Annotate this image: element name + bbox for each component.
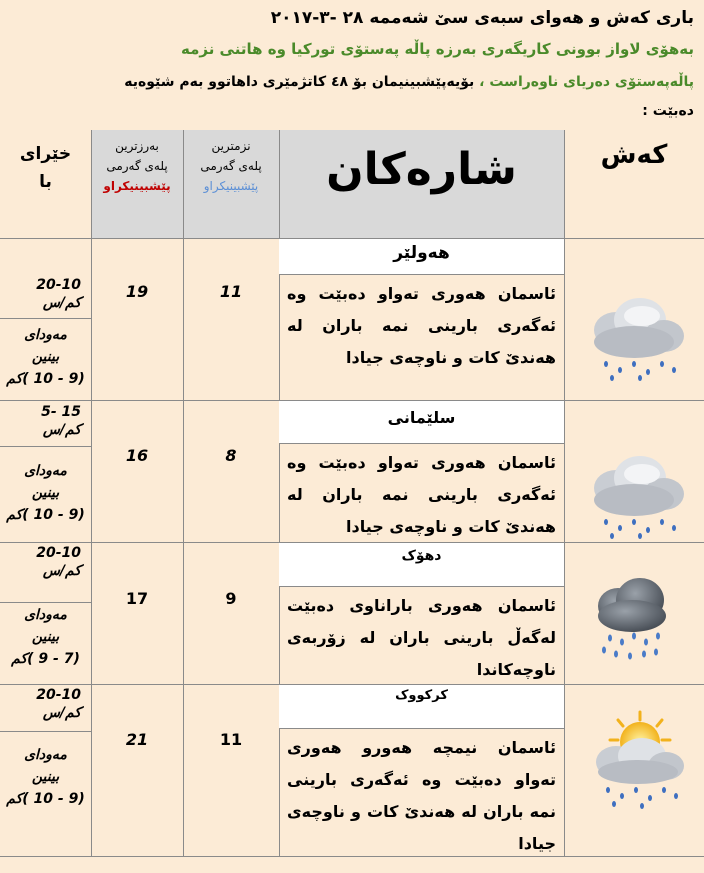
wind-speed-value: 15 -5 bbox=[41, 404, 81, 420]
max-temp-value: 19 bbox=[125, 282, 149, 301]
city-name: دهۆک bbox=[401, 548, 442, 564]
subtitle-line-3 bbox=[10, 74, 694, 90]
city-name: سلێمانی bbox=[387, 408, 456, 427]
min-temp-value: 8 bbox=[225, 446, 237, 465]
wind-speed bbox=[0, 544, 91, 580]
max-header-line-3: پێشبینیکراو bbox=[103, 179, 171, 193]
city-name: هەولێر bbox=[393, 243, 450, 263]
subtitle: بەهۆی لاواز بوونی کاریگەری بەرزە پاڵە پەستۆی تورکیا وە هاتنی نزمە bbox=[180, 40, 694, 58]
visibility-value: (7 - 9 )کم bbox=[11, 651, 80, 667]
max-temp-value: 17 bbox=[125, 589, 149, 608]
visibility-label-2: بینین bbox=[31, 769, 60, 785]
grid-line bbox=[0, 446, 91, 447]
wind-speed-unit: کم/س bbox=[42, 705, 81, 721]
min-header-line-1: نزمترین bbox=[211, 139, 251, 153]
wind-speed bbox=[0, 686, 91, 722]
subtitle-line-3-black: بۆیەپێشبینیمان بۆ ٤٨ کاتژمێری داهاتوو بەم شێوەیە bbox=[124, 74, 475, 90]
visibility-label: مەودای bbox=[24, 463, 67, 479]
grid-line bbox=[279, 274, 564, 275]
wind-speed bbox=[0, 403, 91, 439]
max-header-line-2: پلەی گەرمی bbox=[106, 159, 168, 173]
min-header-line-3: پێشبینیکراو bbox=[203, 179, 259, 193]
weather-column-header: کەش bbox=[600, 140, 668, 170]
max-header-line-1: بەرزترین bbox=[115, 139, 159, 153]
visibility-label-2: بینین bbox=[31, 485, 60, 501]
min-temp-value: 11 bbox=[219, 730, 243, 749]
grid-line bbox=[279, 728, 564, 729]
wind-speed-value: 20-10 bbox=[36, 687, 81, 703]
grid-line bbox=[279, 443, 564, 444]
min-temp-value: 9 bbox=[225, 589, 237, 608]
wind-header-line-2: با bbox=[39, 172, 52, 192]
wind-speed-value: 20-10 bbox=[36, 545, 81, 561]
wind-speed-unit: کم/س bbox=[42, 295, 81, 311]
visibility bbox=[0, 324, 91, 390]
cloud-drizzle-icon bbox=[582, 290, 690, 382]
wind-speed-value: 20-10 bbox=[36, 277, 81, 293]
visibility-label-2: بینین bbox=[31, 629, 60, 645]
grid-line bbox=[0, 318, 91, 319]
wind-column-header bbox=[0, 140, 91, 200]
subtitle-line-4: دەبێت : bbox=[642, 103, 694, 119]
wind-speed-unit: کم/س bbox=[42, 422, 81, 438]
min-temp-column-header bbox=[183, 136, 279, 216]
visibility-value: (9 - 10 )کم bbox=[6, 371, 85, 387]
visibility-label-2: بینین bbox=[31, 349, 60, 365]
visibility bbox=[0, 744, 91, 810]
cloud-drizzle-icon bbox=[582, 448, 690, 540]
forecast-table bbox=[0, 130, 704, 856]
sun-cloud-rain-icon bbox=[582, 710, 692, 810]
visibility-label: مەودای bbox=[24, 747, 67, 763]
min-temp-value: 11 bbox=[219, 282, 243, 301]
max-temp-column-header bbox=[91, 136, 183, 216]
wind-header-line-1: خێرای bbox=[19, 144, 72, 164]
visibility bbox=[0, 460, 91, 526]
visibility-value: (9 - 10 )کم bbox=[6, 791, 85, 807]
grid-line bbox=[0, 602, 91, 603]
cities-column-header: شارەکان bbox=[326, 144, 517, 195]
max-temp-value: 21 bbox=[125, 730, 149, 749]
visibility-label: مەودای bbox=[24, 607, 67, 623]
page-title: باری کەش و هەوای سبەی سێ شەممە ٢٨ -٣-٢٠١٧ bbox=[270, 8, 694, 28]
subtitle-line-3-green: پاڵەپەستۆی دەریای ناوەراست ، bbox=[479, 74, 694, 90]
rain-cloud-icon bbox=[588, 570, 678, 662]
max-temp-value: 16 bbox=[125, 446, 149, 465]
wind-speed bbox=[0, 276, 91, 312]
visibility-label: مەودای bbox=[24, 327, 67, 343]
grid-line bbox=[0, 731, 91, 732]
visibility bbox=[0, 604, 91, 670]
grid-line bbox=[279, 586, 564, 587]
visibility-value: (9 - 10 )کم bbox=[6, 507, 85, 523]
weather-description: ئاسمان نیمچە هەورو هەوری تەواو دەبێت وە ئەگەری بارینی نمە باران لە هەندێ کات و ناوچەی جیادا bbox=[287, 738, 556, 853]
weather-description: ئاسمان هەوری باراناوی دەبێت لەگەڵ بارینی باران لە زۆربەی ناوچەکاندا bbox=[287, 596, 556, 679]
min-header-line-2: پلەی گەرمی bbox=[200, 159, 262, 173]
wind-speed-unit: کم/س bbox=[42, 563, 81, 579]
city-name: کرکووک bbox=[395, 688, 448, 703]
weather-description: ئاسمان هەوری تەواو دەبێت وە ئەگەری بارینی نمە باران لە هەندێ کات و ناوچەی جیادا bbox=[287, 284, 556, 367]
grid-line bbox=[0, 856, 704, 857]
weather-description: ئاسمان هەوری تەواو دەبێت وە ئەگەری بارینی نمە باران لە هەندێ کات و ناوچەی جیادا bbox=[287, 453, 556, 536]
